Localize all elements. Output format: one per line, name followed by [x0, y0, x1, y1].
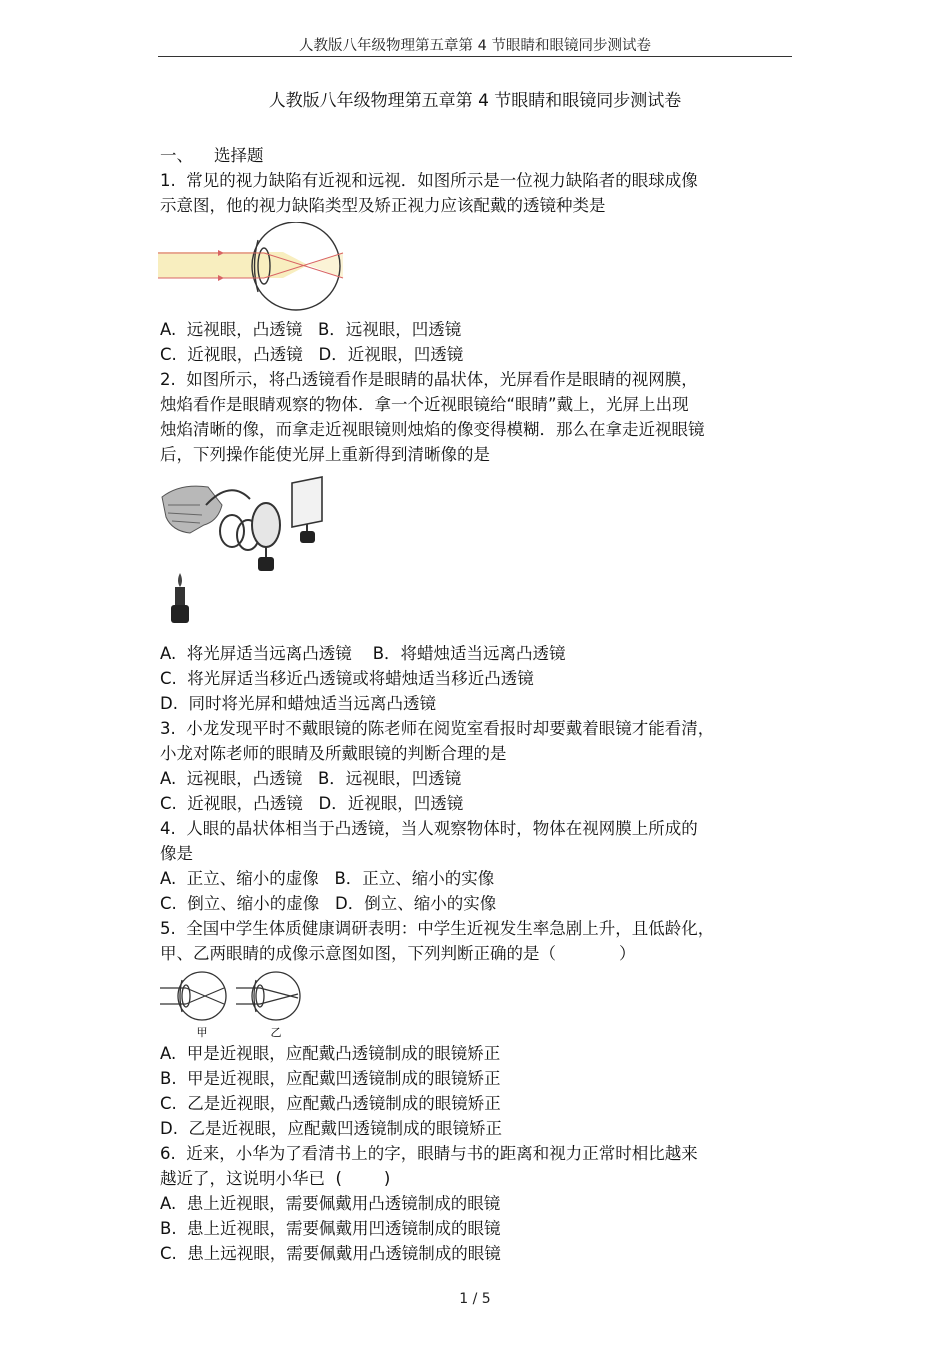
candle-flame-icon — [178, 573, 182, 587]
q2-option-d: D. 同时将光屏和蜡烛适当远离凸透镜 — [160, 694, 436, 713]
q3-options-cd: C. 近视眼，凸透镜 D．近视眼，凹透镜 — [160, 794, 464, 813]
eyeball-outline — [178, 972, 226, 1020]
candle-icon — [175, 587, 185, 607]
lens-base — [258, 557, 274, 571]
q6-stem-line-2: 越近了，这说明小华已 ( ) — [160, 1169, 391, 1188]
q2-stem-line-3: 烛焰清晰的像，而拿走近视眼镜则烛焰的像变得模糊．那么在拿走近视眼镜 — [160, 420, 705, 439]
convex-lens-icon — [252, 503, 280, 547]
q5-option-d: D. 乙是近视眼，应配戴凹透镜制成的眼镜矫正 — [160, 1119, 502, 1138]
q1-stem-line-1: 1. 常见的视力缺陷有近视和远视．如图所示是一位视力缺陷者的眼球成像 — [160, 171, 698, 190]
page-number: 1 / 5 — [459, 1291, 491, 1307]
q5-eye-diagrams — [158, 968, 308, 1040]
document-title: 人教版八年级物理第五章第 4 节眼睛和眼镜同步测试卷 — [268, 91, 682, 111]
light-screen-icon — [292, 477, 322, 527]
glasses-lens-left — [220, 515, 244, 547]
q3-stem-line-1: 3. 小龙发现平时不戴眼镜的陈老师在阅览室看报时却要戴着眼镜才能看清， — [160, 719, 715, 738]
light-beam — [158, 252, 283, 278]
q2-option-c: C. 将光屏适当移近凸透镜或将蜡烛适当移近凸透镜 — [160, 669, 534, 688]
q4-options-ab: A. 正立、缩小的虚像 B．正立、缩小的实像 — [160, 869, 495, 888]
q2-stem-line-1: 2. 如图所示，将凸透镜看作是眼睛的晶状体，光屏看作是眼睛的视网膜， — [160, 370, 698, 389]
q4-options-cd: C. 倒立、缩小的虚像 D．倒立、缩小的实像 — [160, 894, 497, 913]
q5-option-a: A. 甲是近视眼，应配戴凸透镜制成的眼镜矫正 — [160, 1044, 501, 1063]
eyeball-outline — [252, 972, 300, 1020]
ray — [260, 994, 298, 1004]
q1-stem-line-2: 示意图，他的视力缺陷类型及矫正视力应该配戴的透镜种类是 — [160, 196, 606, 215]
q5-option-c: C. 乙是近视眼，应配戴凸透镜制成的眼镜矫正 — [160, 1094, 501, 1113]
q3-stem-line-2: 小龙对陈老师的眼睛及所戴眼镜的判断合理的是 — [160, 744, 507, 763]
q6-option-a: A. 患上近视眼，需要佩戴用凸透镜制成的眼镜 — [160, 1194, 501, 1213]
running-header: 人教版八年级物理第五章第 4 节眼睛和眼镜同步测试卷 — [299, 38, 651, 54]
q6-stem-line-1: 6. 近来，小华为了看清书上的字，眼睛与书的距离和视力正常时相比越来 — [160, 1144, 698, 1163]
q4-stem-line-1: 4. 人眼的晶状体相当于凸透镜，当人观察物体时，物体在视网膜上所成的 — [160, 819, 698, 838]
q6-option-b: B. 患上近视眼，需要佩戴用凹透镜制成的眼镜 — [160, 1219, 501, 1238]
q1-options-ab: A. 远视眼，凸透镜 B．远视眼，凹透镜 — [160, 320, 462, 339]
ray — [260, 988, 298, 998]
q1-options-cd: C. 近视眼，凸透镜 D．近视眼，凹透镜 — [160, 345, 464, 364]
eye-diagram-yi — [236, 972, 300, 1039]
q5-option-b: B. 甲是近视眼，应配戴凹透镜制成的眼镜矫正 — [160, 1069, 501, 1088]
q2-experiment-photo — [160, 475, 330, 630]
light-beam-divergence — [308, 252, 343, 278]
q4-stem-line-2: 像是 — [160, 844, 193, 863]
header-rule — [158, 56, 792, 57]
label-jia: 甲 — [196, 1026, 208, 1039]
q2-stem-line-2: 烛焰看作是眼睛观察的物体．拿一个近视眼镜给“眼睛”戴上，光屏上出现 — [160, 395, 689, 414]
q2-stem-line-4: 后，下列操作能使光屏上重新得到清晰像的是 — [160, 445, 490, 464]
q1-eye-diagram — [158, 222, 348, 312]
section-heading: 一、 选择题 — [160, 146, 264, 165]
q5-stem-line-1: 5. 全国中学生体质健康调研表明：中学生近视发生率急剧上升，且低龄化， — [160, 919, 715, 938]
q5-stem-line-2: 甲、乙两眼睛的成像示意图如图，下列判断正确的是（ ） — [160, 944, 636, 963]
label-yi: 乙 — [270, 1026, 282, 1039]
eye-diagram-jia — [160, 972, 226, 1039]
q3-options-ab: A. 远视眼，凸透镜 B．远视眼，凹透镜 — [160, 769, 462, 788]
screen-base — [300, 531, 315, 543]
q6-option-c: C. 患上远视眼，需要佩戴用凸透镜制成的眼镜 — [160, 1244, 501, 1263]
hand-icon — [162, 486, 222, 533]
q2-options-ab: A. 将光屏适当远离凸透镜 B．将蜡烛适当远离凸透镜 — [160, 644, 566, 663]
candle-base — [171, 605, 189, 623]
